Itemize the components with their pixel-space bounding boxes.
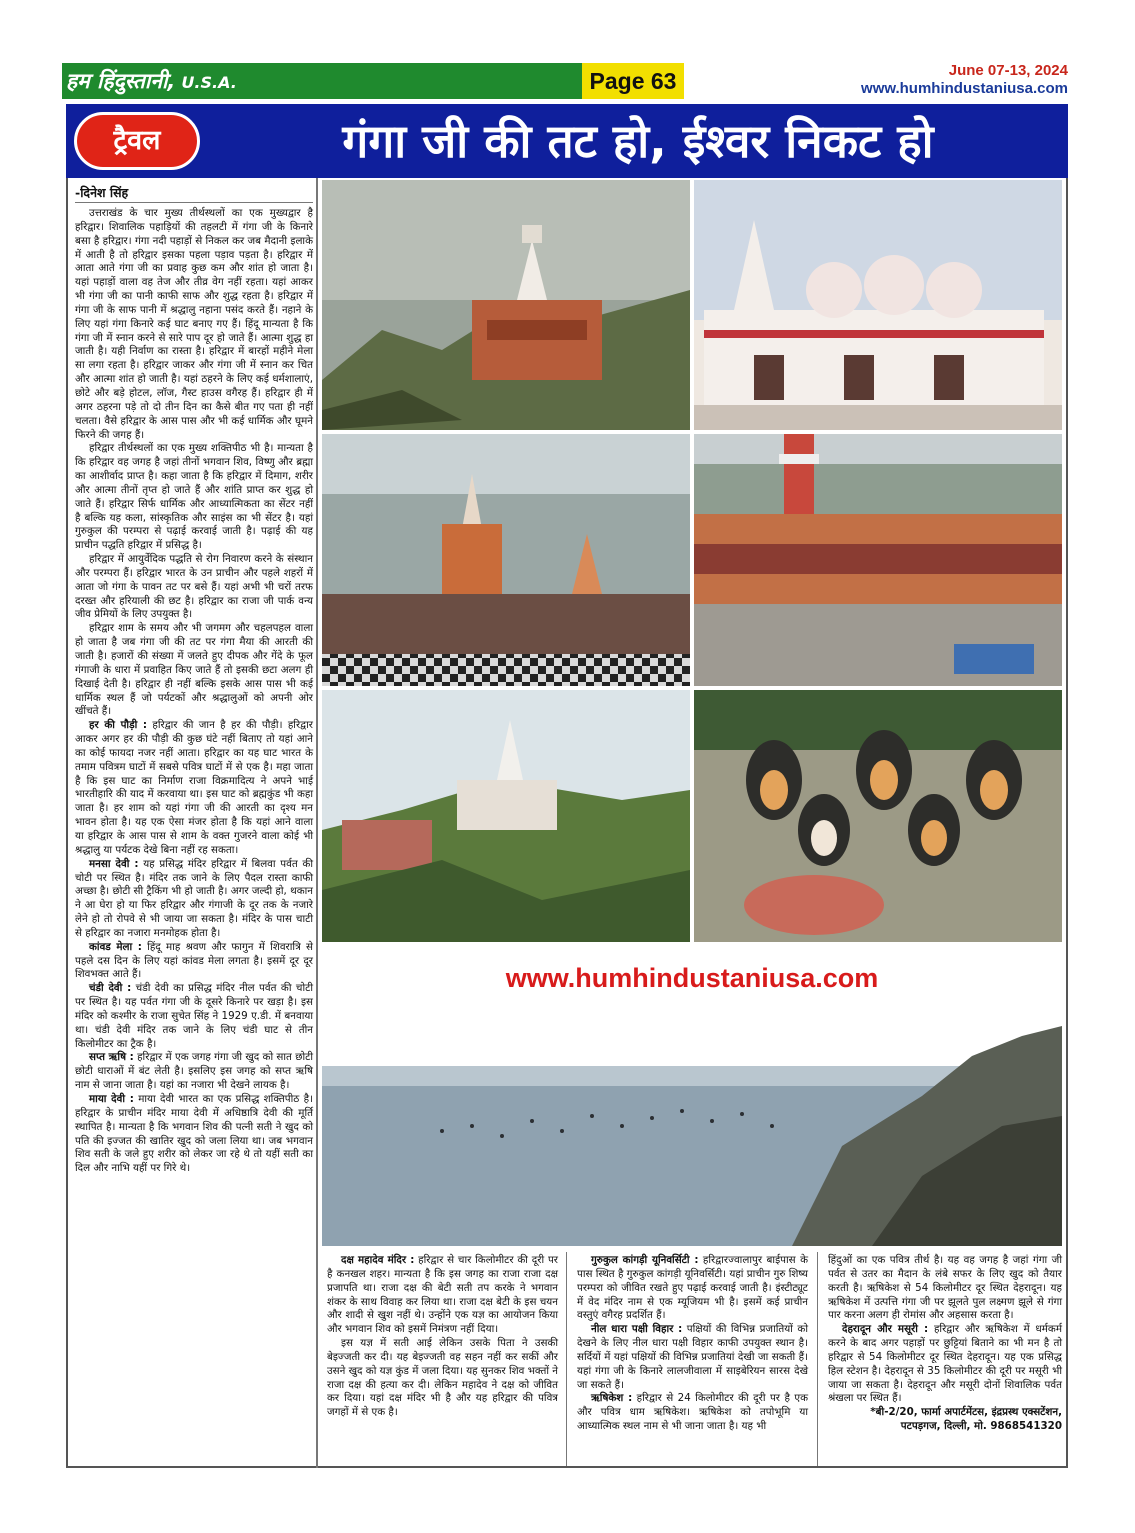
section-title: सप्त ऋषि : [89, 1051, 134, 1064]
section-text: हिंदू माह श्रवण और फागुन में शिवरात्रि से पहले दस दिन के लिए यहां कांवड मेला लगता है। इसमें दूर दूर शिवभक्त आते हैं। [75, 940, 313, 981]
paragraph: हरिद्वार में आयुर्वेदिक पद्धति से रोग निवारण करने के संस्थान और परम्परा हैं। हरिद्वार भारत के उन प्राचीन और पहले शहरों में आता जो गंगा के पावन तट पर बसे हैं। यहां अभी भी चरों तरफ दरख्त और हरियाली की छट है। हरिद्वार का राजा जी पार्क वन्य जीव प्रेमियों के लिए उपयुक्त है। [75, 553, 313, 621]
section-maya-devi [75, 1093, 313, 1176]
section-chandi-devi [75, 982, 313, 1051]
section-gurukul [577, 1254, 808, 1323]
section-text: माया देवी भारत का एक प्रसिद्ध शक्तिपीठ है। हरिद्वार के प्राचीन मंदिर माया देवी में अधिष्ठात्रि देवी की मूर्ति स्थापित है। मान्यता है कि भगवान शिव की पत्नी सती ने खुद को पति की इज्जत की खातिर खुद को जला लिया था। जब भगवान शिव सती के जले हुए शरीर को लेकर जा रहे थे तो यहीं सती का दिल और नाभि यहीं पर गिरे थे। [75, 1093, 313, 1175]
column-divider [316, 178, 318, 1468]
masthead-website-link[interactable]: www.humhindustaniusa.com [861, 80, 1068, 97]
section-text: पक्षियों की विभिन्न प्रजातियों को देखने के लिए नील धारा पक्षी विहार काफी उपयुक्त स्थान है। सर्दियों में यहां पक्षियों की विभिन्न प्रजातियां देखी जा सकती हैं। यहां गंगा जी के किनारे लालजीवाला में साइबेरियन सारस देखे जा सकते हैं। [577, 1323, 808, 1391]
section-text: हरिद्वार में एक जगह गंगा जी खुद को सात छोटी छोटी धाराओं में बंट लेती है। इसलिए इस जगह को सप्त ऋषि नाम से जाना जाता है। यहां का नजारा भी देखने लायक है। [75, 1051, 313, 1092]
section-text: हरिद्वार और ऋषिकेश में धर्मकर्म करने के बाद अगर पहाड़ों पर छुट्टियां बिताने का भी मन है तो हरिद्वार से 54 किलोमीटर दूर स्थित देहरादून। यह एक प्रसिद्ध हिल स्टेशन है। देहरादून से 35 किलोमीटर की दूरी पर मसूरी भी जाया जा सकता है। देहरादून और मसूरी दोनों शिवालिक पर्वत श्रंखला पर स्थित हैं। [828, 1323, 1062, 1405]
section-title: नील धारा पक्षी विहार : [591, 1323, 683, 1336]
column-divider [817, 1252, 818, 1466]
section-daksh-mahadev [327, 1254, 558, 1337]
mansa-devi-temple-photo [322, 690, 690, 942]
issue-date: June 07-13, 2024 [948, 62, 1068, 79]
bottom-column-3 [828, 1254, 1062, 1434]
section-title: मनसा देवी : [89, 857, 139, 870]
byline: -दिनेश सिंह [75, 185, 129, 200]
paper-name-text: हम हिंदुस्तानी, [66, 69, 176, 93]
section-title: ऋषिकेश : [591, 1392, 633, 1405]
promo-website-link[interactable]: www.humhindustaniusa.com [505, 963, 879, 993]
section-text: हरिद्वार से चार किलोमीटर की दूरी पर है कनखल शहर। मान्यता है कि इस जगह का राजा राजा दक्ष प्रजापति था। राजा दक्ष की बेटी सती तप करके ने भगवान शंकर के साथ विवाह कर लिया था। राजा दक्ष बेटी के इस चयन और शादी से खुश नहीं थे। उन्होंने एक यज्ञ का आयोजन किया और भगवान शिव को इसमें निमंत्रण नहीं दिया। [327, 1254, 559, 1336]
section-title: हर की पौड़ी : [89, 719, 148, 732]
section-har-ki-pauri [75, 719, 313, 857]
byline-divider [75, 202, 313, 203]
rishi-statues-photo [694, 690, 1062, 942]
paragraph: इस यज्ञ में सती आई लेकिन उसके पिता ने उसकी बेइज्जती कर दी। यह बेइज्जती वह सहन नहीं कर सकीं और उसने खुद को यज्ञ कुंड में जला दिया। यह सुनकर शिव भक्तों ने राजा दक्ष की हत्या कर दी। लेकिन महादेव ने दक्ष को जीवित कर दिया। यहां दक्ष मंदिर भी है और यह हरिद्वार की पवित्र जगहों में से एक है। [327, 1337, 558, 1419]
daksh-temple-photo [694, 180, 1062, 430]
bottom-column-1 [327, 1254, 558, 1420]
section-badge: ट्रैवल [74, 112, 200, 170]
bottom-column-2 [577, 1254, 808, 1434]
section-neeldhara [577, 1323, 808, 1392]
section-text: हरिद्वारज्वालापुर बाईपास के पास स्थित है गुरुकुल कांगड़ी यूनिवर्सिटी। यहां प्राचीन गुरु शिष्य परम्परा को जीवित रखते हुए पढ़ाई करवाई जाती है। इंस्टीट्यूट में वेद मंदिर नाम से एक म्यूजियम भी है। इसमें कई प्राचीन वस्तुएं वगैरह प्रदर्शित हैं। [577, 1254, 808, 1322]
section-text: यह प्रसिद्ध मंदिर हरिद्वार में बिलवा पर्वत की चोटी पर स्थित है। मंदिर तक जाने के लिए पैदल रास्ता काफी अच्छा है। छोटी सी ट्रैकिंग भी हो जाती है। अगर जल्दी हो, थकान ने आ घेरा हो या फिर हरिद्वार और गंगाजी के दूर तक के नजारे लेने हो तो रोपवे से भी जाया जा सकता है। मंदिर के पास चाटी से हरिद्वार का नजारा मनमोहक होता है। [75, 857, 313, 939]
section-mansa-devi [75, 858, 313, 941]
section-title: माया देवी : [89, 1093, 134, 1105]
paragraph: हरिद्वार तीर्थस्थलों का एक मुख्य शक्तिपीठ भी है। मान्यता है कि हरिद्वार वह जगह है जहां तीनों भगवान शिव, विष्णु और ब्रह्मा का आशीर्वाद प्राप्त है। कहा जाता है कि हरिद्वार में दिमाग, शरीर और आत्मा तीनों तृप्त हो जाते हैं और शांति प्राप्त कर शुद्ध हो जाते हैं। हरिद्वार सिर्फ धार्मिक और आध्यात्मिकता का सेंटर नहीं है बल्कि यह कला, सांस्कृतिक और साइंस का भी सेंटर है। यहां गुरुकुल की परम्परा से पढ़ाई करवाई जाती है। पढ़ाई की यह प्राचीन पद्धति हरिद्वार में प्रसिद्ध है। [75, 442, 313, 552]
author-phone: पटपड़गज, दिल्ली, मो. 9868541320 [900, 1420, 1062, 1433]
column-divider [566, 1252, 567, 1466]
article-headline: गंगा जी की तट हो, ईश्वर निकट हो [342, 114, 934, 168]
chandi-temple-photo [322, 180, 690, 430]
paragraph: उत्तराखंड के चार मुख्य तीर्थस्थलों का एक मुख्यद्वार है हरिद्वार। शिवालिक पहाड़ियों की तहलटी में गंगा जी के किनारे बसा है हरिद्वार। गंगा नदी पहाड़ों से निकल कर जब मैदानी इलाके में आती है तो हरिद्वार इसका पहला पड़ाव पड़ता है। हरिद्वार में आता आते गंगा जी का प्रवाह कुछ कम और शांत हो जाता है। यहां पहाड़ों वाला वह तेज और तीव्र वेग नहीं रहता। यहां आकर भी गंगा जी का पानी काफी साफ और शुद्ध रहता है। हरिद्वार में गंगा जी के साफ पानी में श्रद्धालु नहाना पसंद करते हैं। नहाने के लिए यहां गंगा किनारे कई घाट बनाए गए हैं। हिंदू मान्यता है कि गंगा जी में स्नान करने से सारे पाप दूर हो जाते हैं। आत्मा शुद्ध हा जाती है। यही निर्वाण का रास्ता है। हरिद्वार में बारहों महीने मेला सा लगा रहता है। हरिद्वार जाकर और गंगा जी में स्नान कर चित और आत्मा शांत हो जाती है। यहां ठहरने के लिए कई धर्मशालाएं, छोटे और बड़े होटल, लॉज, गैस्ट हाउस वगैरह हैं। हरिद्वार ही में अगर ठहरना पड़े तो दो तीन दिन का कैसे बीत गए पता ही नहीं चलता। वैसे हरिद्वार के आस पास और भी कई धार्मिक और घूमने फिरने की जगह हैं। [75, 207, 313, 441]
har-ki-pauri-photo [322, 434, 690, 686]
section-title: चंडी देवी : [89, 982, 132, 995]
paragraph: हिंदुओं का एक पवित्र तीर्थ है। यह वह जगह है जहां गंगा जी पर्वत से उतर का मैदान के लंबे सफर के लिए खुद को तैयार करती है। ऋषिकेश से 54 किलोमीटर दूर स्थित देहरादून। यह ऋषिकेश में उत्पत्ति गंगा जी पर झूलते पुल लक्ष्मण झूले से गंगा पार करना अलग ही रोमांस और अहसास करता है। [828, 1254, 1062, 1322]
left-column-text [75, 207, 313, 1176]
section-text: हरिद्वार से 24 किलोमीटर की दूरी पर है एक और पवित्र धाम ऋषिकेश। ऋषिकेश को तपोभूमि या आध्यात्मिक स्थल नाम से भी जाना जाता है। यह भी [577, 1392, 808, 1433]
section-title: गुरुकुल कांगड़ी यूनिवर्सिटी : [591, 1254, 699, 1266]
section-kanwad-mela [75, 941, 313, 983]
section-rishikesh [577, 1392, 808, 1434]
page-number: Page 63 [589, 68, 677, 94]
section-title: दक्ष महादेव मंदिर : [341, 1254, 415, 1266]
section-text: चंडी देवी का प्रसिद्ध मंदिर नील पर्वत की चोटी पर स्थित है। यह पर्वत गंगा जी के दूसरे किनारे पर खड़ा है। इस मंदिर को कश्मीर के राजा सुचेत सिंह ने 1929 ए.डी. में बनवाया था। चंडी देवी मंदिर तक जाने के लिए चंडी घाट से तीन किलोमीटर का ट्रैक है। [75, 982, 313, 1050]
section-dehradun [828, 1323, 1062, 1406]
paper-name-suffix: U.S.A. [181, 73, 237, 92]
paper-name [66, 66, 237, 96]
author-address: *बी-2/20, फार्मा अपार्टमेंटस, इंद्रप्रस्थ एक्सटेंशन, [870, 1406, 1062, 1419]
section-text: हरिद्वार की जान है हर की पौड़ी। हरिद्वार आकर अगर हर की पौड़ी की कुछ घंटे नहीं बिताए तो यहां आने का कोई फायदा नजर नहीं आता। हरिद्वार का यह घाट भारत के तमाम पवित्रम घाटों में सबसे पवित्र घाटों में से एक है। महा जाता है कि इस घाट का निर्माण राजा विक्रमादित्य ने अपने भाई भारतीहारि की याद में करवाया था। इस घाट को ब्रह्मकुंड भी कहा जाता है। हर शाम को यहां गंगा जी की आरती का दृश्य मन भावन होता है। यह एक ऐसा मंजर होता है कि यहां आने वाला या हरिद्वार के आस पास से शाम के वक्त गुजरने वाला कोई भी श्रद्धालु या पर्यटक देखे बिना नहीं रह सकता। [75, 719, 313, 856]
section-sapt-rishi [75, 1051, 313, 1093]
section-title: कांवड मेला : [89, 940, 142, 953]
paragraph: हरिद्वार शाम के समय और भी जगमग और चहलपहल वाला हो जाता है जब गंगा जी की तट पर गंगा मैया की आरती की जाती है। हजारों की संख्या में जलते हुए दीपक और गेंदे के फूल गंगाजी के धारा में प्रवाहित किए जाते हैं तो इसकी छटा अलग ही दिखाई देती है। हरिद्वार ही नहीं बल्कि इसके आस पास भी कई धार्मिक स्थल हैं जो पर्यटकों और श्रद्धालुओं को अपनी ओर खींचते हैं। [75, 622, 313, 718]
section-title: देहरादून और मसूरी : [842, 1323, 929, 1336]
kumbh-crowd-photo [694, 434, 1062, 686]
